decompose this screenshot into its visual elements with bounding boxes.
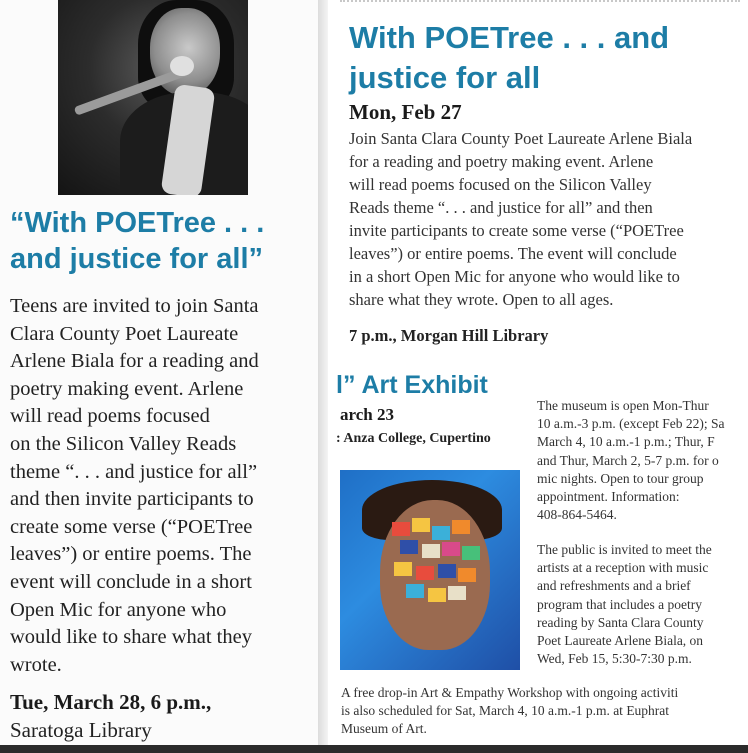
right-event-date: Mon, Feb 27: [349, 100, 462, 124]
art-exhibit-date: arch 23: [340, 405, 394, 424]
reception-text: The public is invited to meet the artists at a reception with music and refreshments and a brief program that includes a poetry reading by Santa Clara County Poet Laureate Arlene Biala, on Wed, Feb 15, 5:30-7:30 p.m.: [537, 542, 712, 667]
right-event-description: Join Santa Clara County Poet Laureate Arlene Biala for a reading and poetry making event. Arlene will read poems focused on the Silicon Valley Reads theme “. . . and justice for all” and then invite participants to create some verse (“POETree leaves”) or entire poems. The event will conclude in a short Open Mic for anyone who would like to share what they wrote. Open to all ages.: [349, 129, 693, 309]
poet-photo: [58, 0, 248, 195]
bottom-edge-bar: [0, 745, 748, 753]
workshop-text: A free drop-in Art & Empathy Workshop with ongoing activiti is also scheduled for Sat, March 4, 10 a.m.-1 p.m. at Euphrat Museum of Art.: [341, 685, 679, 737]
left-event-location: Saratoga Library: [10, 718, 152, 742]
art-exhibit-title: l” Art Exhibit: [336, 371, 488, 399]
left-event-title: “With POETree . . . and justice for all”: [10, 207, 265, 275]
page-gutter: [318, 0, 328, 753]
right-event-time-location: 7 p.m., Morgan Hill Library: [349, 326, 549, 345]
left-event-time: Tue, March 28, 6 p.m.,: [10, 690, 212, 714]
art-exhibit-venue: : Anza College, Cupertino: [336, 431, 491, 446]
museum-hours-text: The museum is open Mon-Thur 10 a.m.-3 p.m. (except Feb 22); Sa March 4, 10 a.m.-1 p.m.; Thur, F and Thur, March 2, 5-7 p.m. for o mic nights. Open to tour group appointment. Information: 408-864-5464.: [537, 398, 725, 523]
artwork-image: [340, 470, 520, 670]
left-column: [0, 0, 318, 753]
right-event-title: With POETree . . . and justice for all: [349, 20, 670, 95]
dotted-rule: [340, 0, 740, 2]
left-event-description: Teens are invited to join Santa Clara County Poet Laureate Arlene Biala for a reading and poetry making event. Arlene will read poems focused on the Silicon Valley Reads theme “. . . and justice for all” and then invite participants to create some verse (“POETree leaves”) or entire poems. The event will conclude in a short Open Mic for anyone who would like to share what they wrote.: [10, 295, 259, 676]
